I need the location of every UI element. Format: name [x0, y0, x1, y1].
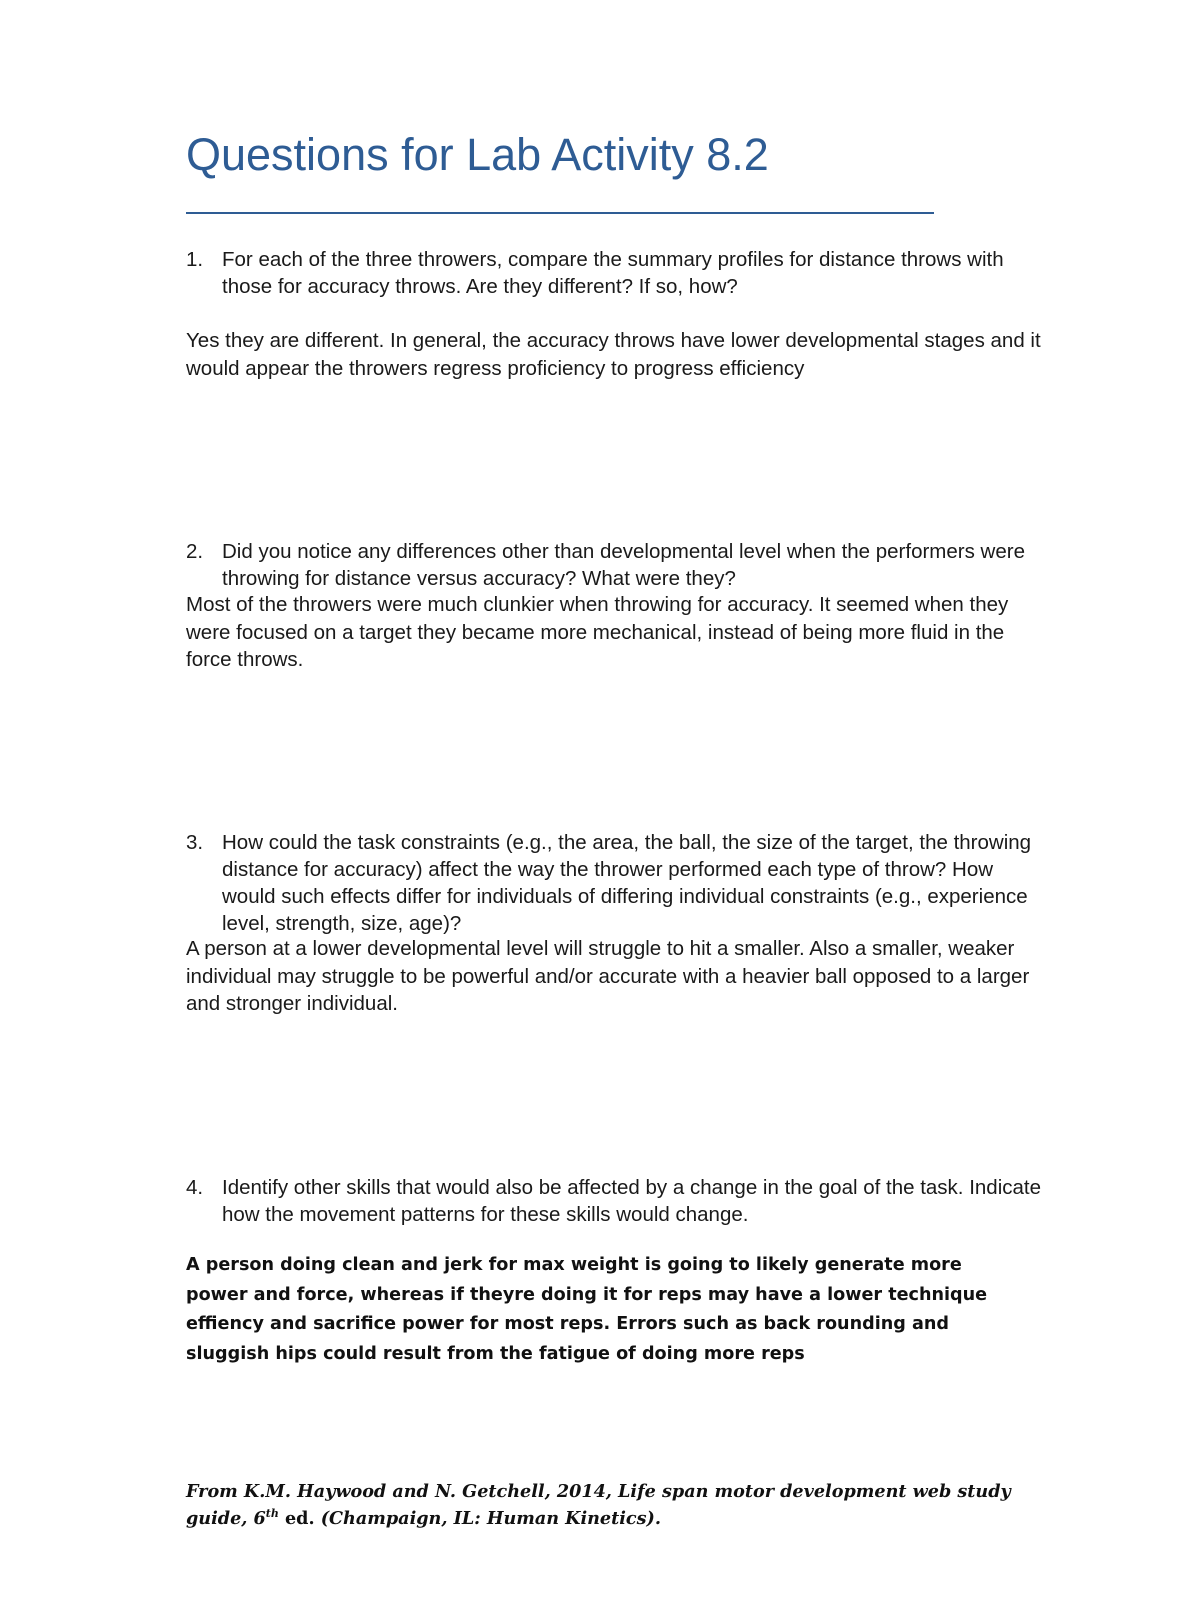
citation-superscript: th — [265, 1507, 279, 1520]
answer-1: Yes they are different. In general, the accuracy throws have lower developmental stages and it would appear the throwers regress proficiency to progress efficiency — [186, 329, 1041, 380]
question-2 — [186, 538, 1046, 592]
answer-4: A person doing clean and jerk for max weight is going to likely generate more power and force, whereas if theyre doing it for reps may have a lower technique effiency and sacrifice power for most reps. Errors such as back rounding and sluggish hips could result from the fatigue of doing more reps — [186, 1255, 988, 1364]
question-4-number: 4. — [186, 1176, 204, 1199]
question-1 — [186, 246, 1046, 300]
question-3-number: 3. — [186, 831, 204, 854]
answer-2: Most of the throwers were much clunkier when throwing for accuracy. It seemed when they were focused on a target they became more mechanical, instead of being more fluid in the force throws. — [186, 593, 1009, 671]
answer-3: A person at a lower developmental level will struggle to hit a smaller. Also a smaller, weaker individual may struggle to be powerful and/or accurate with a heavier ball opposed to a larger and stronger individual. — [186, 937, 1030, 1015]
citation — [186, 1478, 1016, 1532]
question-4-text: Identify other skills that would also be affected by a change in the goal of the task. Indicate how the movement patterns for these skills would change. — [222, 1176, 1041, 1226]
question-2-text: Did you notice any differences other than developmental level when the performers were throwing for distance versus accuracy? What were they? — [222, 540, 1025, 590]
question-1-number: 1. — [186, 248, 204, 271]
question-4 — [186, 1174, 1046, 1228]
title-underline — [186, 212, 934, 214]
citation-publisher: (Champaign, IL: Human Kinetics). — [320, 1508, 662, 1529]
question-3 — [186, 829, 1046, 937]
question-3-text: How could the task constraints (e.g., the area, the ball, the size of the target, the throwing distance for accuracy) affect the way the thrower performed each type of throw? How would such effects differ for individuals of differing individual constraints (e.g., experience level, strength, size, age)? — [222, 831, 1032, 935]
citation-prefix: From K.M. Haywood and N. Getchell, 2014, Life span motor development web study guide, 6 — [186, 1481, 1011, 1529]
page-title: Questions for Lab Activity 8.2 — [186, 129, 769, 180]
citation-edition-suffix: ed. — [278, 1508, 321, 1529]
question-1-text: For each of the three throwers, compare the summary profiles for distance throws with those for accuracy throws. Are they different? If so, how? — [222, 248, 1004, 298]
question-2-number: 2. — [186, 540, 204, 563]
